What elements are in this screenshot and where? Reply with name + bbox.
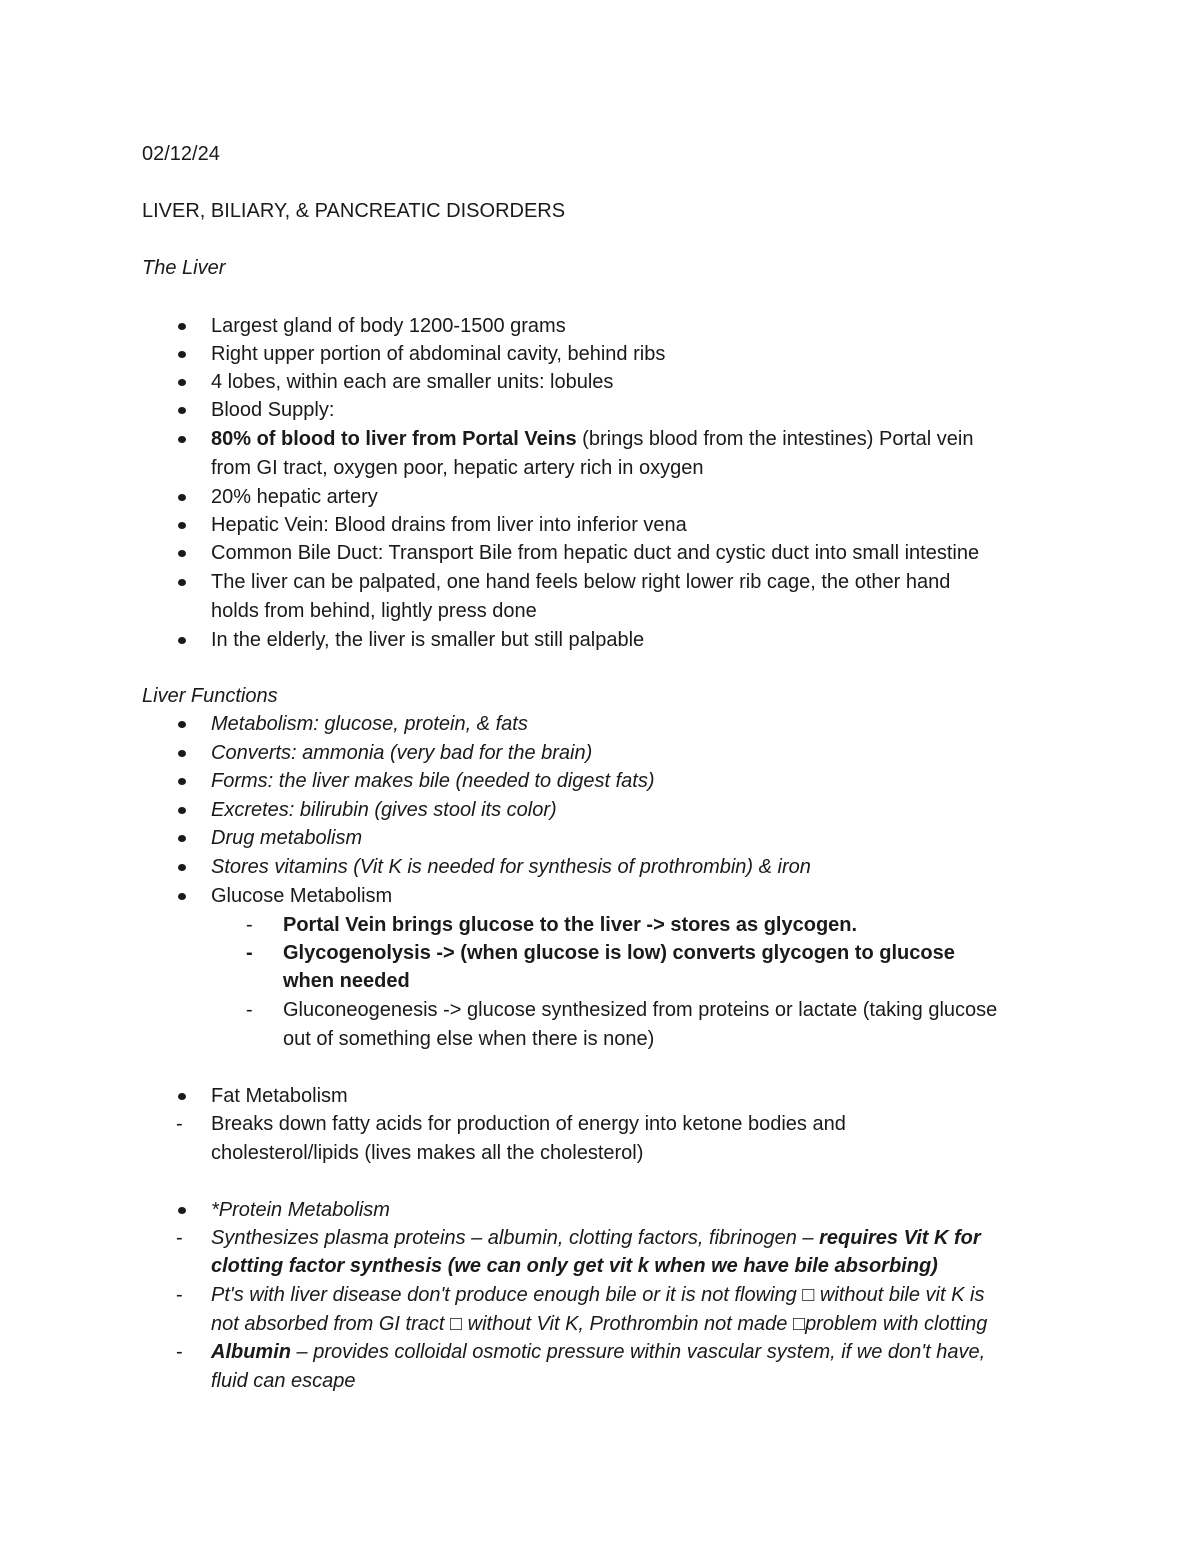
list-item: Converts: ammonia (very bad for the brain) [211, 742, 593, 764]
list-item: Stores vitamins (Vit K is needed for synthesis of prothrombin) & iron [211, 856, 811, 878]
list-item: Pt's with liver disease don't produce enough bile or it is not flowing □ without bile vit K is [211, 1284, 985, 1306]
bullet-icon [178, 351, 186, 358]
list-item [211, 1224, 981, 1253]
section-heading-liver: The Liver [142, 257, 226, 279]
sub-list-item-continuation: when needed [283, 970, 410, 992]
bullet-icon [178, 721, 186, 728]
list-item: Common Bile Duct: Transport Bile from hepatic duct and cystic duct into small intestine [211, 542, 980, 564]
bullet-icon [178, 522, 186, 529]
emphasis-text: 80% of blood to liver from Portal Veins [211, 428, 577, 450]
list-item-text: (brings blood from the intestines) Portal vein [576, 428, 974, 450]
list-item: Blood Supply: [211, 399, 335, 421]
page-title: LIVER, BILIARY, & PANCREATIC DISORDERS [142, 200, 566, 222]
emphasis-text: requires Vit K for [819, 1227, 981, 1249]
list-item: 20% hepatic artery [211, 486, 378, 508]
list-item-text: – provides colloidal osmotic pressure within vascular system, if we don't have, [291, 1341, 986, 1363]
bullet-icon [178, 494, 186, 501]
list-item-continuation: cholesterol/lipids (lives makes all the cholesterol) [211, 1142, 644, 1164]
list-item: The liver can be palpated, one hand feels below right lower rib cage, the other hand [211, 571, 951, 593]
dash-marker: - [176, 1113, 183, 1135]
bullet-icon [178, 1093, 186, 1100]
bullet-icon [178, 835, 186, 842]
sub-list-item: Portal Vein brings glucose to the liver -> stores as glycogen. [283, 914, 858, 936]
list-item [211, 425, 973, 454]
bullet-icon [178, 436, 186, 443]
list-item-continuation: not absorbed from GI tract □ without Vit K, Prothrombin not made □problem with clotting [211, 1313, 988, 1335]
dash-marker: - [176, 1284, 183, 1306]
list-item-continuation: holds from behind, lightly press done [211, 600, 537, 622]
emphasis-text: Albumin [211, 1341, 291, 1363]
bullet-icon [178, 893, 186, 900]
dash-marker: - [176, 1227, 183, 1249]
list-item: Breaks down fatty acids for production of energy into ketone bodies and [211, 1113, 846, 1135]
list-item [211, 1338, 985, 1367]
bullet-icon [178, 579, 186, 586]
bullet-icon [178, 407, 186, 414]
list-item: Right upper portion of abdominal cavity, behind ribs [211, 343, 666, 365]
list-item: Drug metabolism [211, 827, 363, 849]
bullet-icon [178, 807, 186, 814]
list-item: Hepatic Vein: Blood drains from liver into inferior vena [211, 514, 687, 536]
section-heading-functions: Liver Functions [142, 685, 278, 707]
list-item: 4 lobes, within each are smaller units: lobules [211, 371, 614, 393]
sub-list-item: Gluconeogenesis -> glucose synthesized from proteins or lactate (taking glucose [283, 999, 998, 1021]
list-item-continuation: fluid can escape [211, 1370, 356, 1392]
bullet-icon [178, 750, 186, 757]
list-item: *Protein Metabolism [211, 1199, 390, 1221]
sub-list-item: Glycogenolysis -> (when glucose is low) converts glycogen to glucose [283, 942, 955, 964]
list-item: Glucose Metabolism [211, 885, 393, 907]
dash-marker: - [176, 1341, 183, 1363]
bullet-icon [178, 379, 186, 386]
list-item: Fat Metabolism [211, 1085, 348, 1107]
list-item-continuation: clotting factor synthesis (we can only get vit k when we have bile absorbing) [211, 1255, 938, 1277]
list-item-continuation: from GI tract, oxygen poor, hepatic artery rich in oxygen [211, 457, 704, 479]
dash-marker: - [246, 999, 253, 1021]
list-item: Excretes: bilirubin (gives stool its color) [211, 799, 557, 821]
sub-list-item-continuation: out of something else when there is none) [283, 1028, 655, 1050]
list-item-text: Synthesizes plasma proteins – albumin, clotting factors, fibrinogen – [211, 1227, 820, 1249]
bullet-icon [178, 323, 186, 330]
bullet-icon [178, 1207, 186, 1214]
list-item: In the elderly, the liver is smaller but still palpable [211, 629, 645, 651]
list-item: Forms: the liver makes bile (needed to digest fats) [211, 770, 655, 792]
bullet-icon [178, 864, 186, 871]
dash-marker: - [246, 942, 253, 964]
bullet-icon [178, 637, 186, 644]
list-item: Largest gland of body 1200-1500 grams [211, 315, 566, 337]
list-item: Metabolism: glucose, protein, & fats [211, 713, 528, 735]
dash-marker: - [246, 914, 253, 936]
bullet-icon [178, 778, 186, 785]
bullet-icon [178, 550, 186, 557]
date: 02/12/24 [142, 143, 220, 165]
